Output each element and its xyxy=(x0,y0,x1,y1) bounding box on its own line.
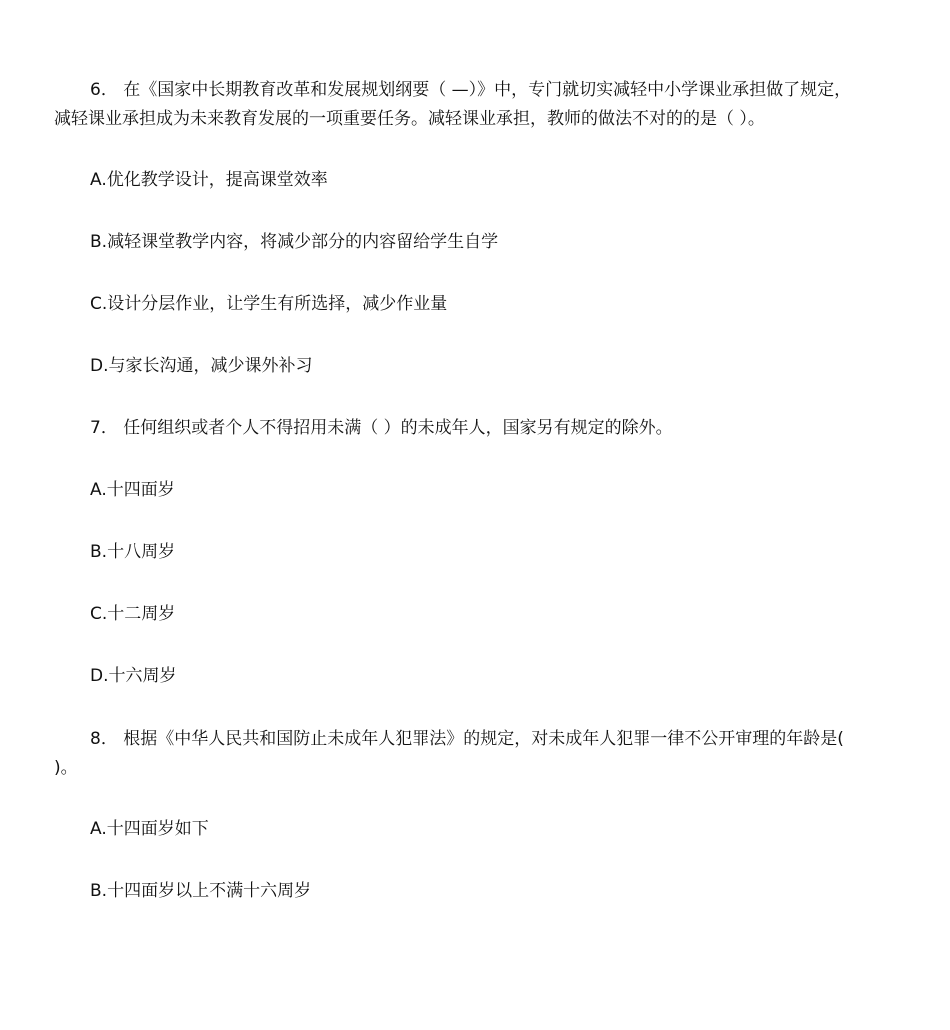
question-6-option-b: B.减轻课堂教学内容，将减少部分的内容留给学生自学 xyxy=(90,232,499,252)
question-8-line-1: 8． 根据《中华人民共和国防止未成年人犯罪法》的规定，对未成年人犯罪一律不公开审理的年龄是( xyxy=(90,729,844,749)
question-6-option-d: D.与家长沟通，减少课外补习 xyxy=(90,356,313,376)
question-6-option-c: C.设计分层作业，让学生有所选择，减少作业量 xyxy=(90,294,448,314)
question-8-option-a: A.十四面岁如下 xyxy=(90,819,209,839)
question-7-option-c: C.十二周岁 xyxy=(90,604,176,624)
question-6-line-1: 6． 在《国家中长期教育改革和发展规划纲要（ —）》中，专门就切实减轻中小学课业承担做了规定， xyxy=(90,80,852,100)
question-7-line-1: 7． 任何组织或者个人不得招用未满（ ）的未成年人，国家另有规定的除外。 xyxy=(90,418,673,438)
question-8-line-2: )。 xyxy=(54,758,78,778)
question-8-option-b: B.十四面岁以上不满十六周岁 xyxy=(90,881,312,901)
question-7-option-a: A.十四面岁 xyxy=(90,480,175,500)
question-6-option-a: A.优化教学设计，提高课堂效率 xyxy=(90,170,328,190)
question-7-option-d: D.十六周岁 xyxy=(90,666,177,686)
question-6-line-2: 减轻课业承担成为未来教育发展的一项重要任务。减轻课业承担，教师的做法不对的的是（ ）。 xyxy=(54,109,765,129)
question-7-option-b: B.十八周岁 xyxy=(90,542,176,562)
